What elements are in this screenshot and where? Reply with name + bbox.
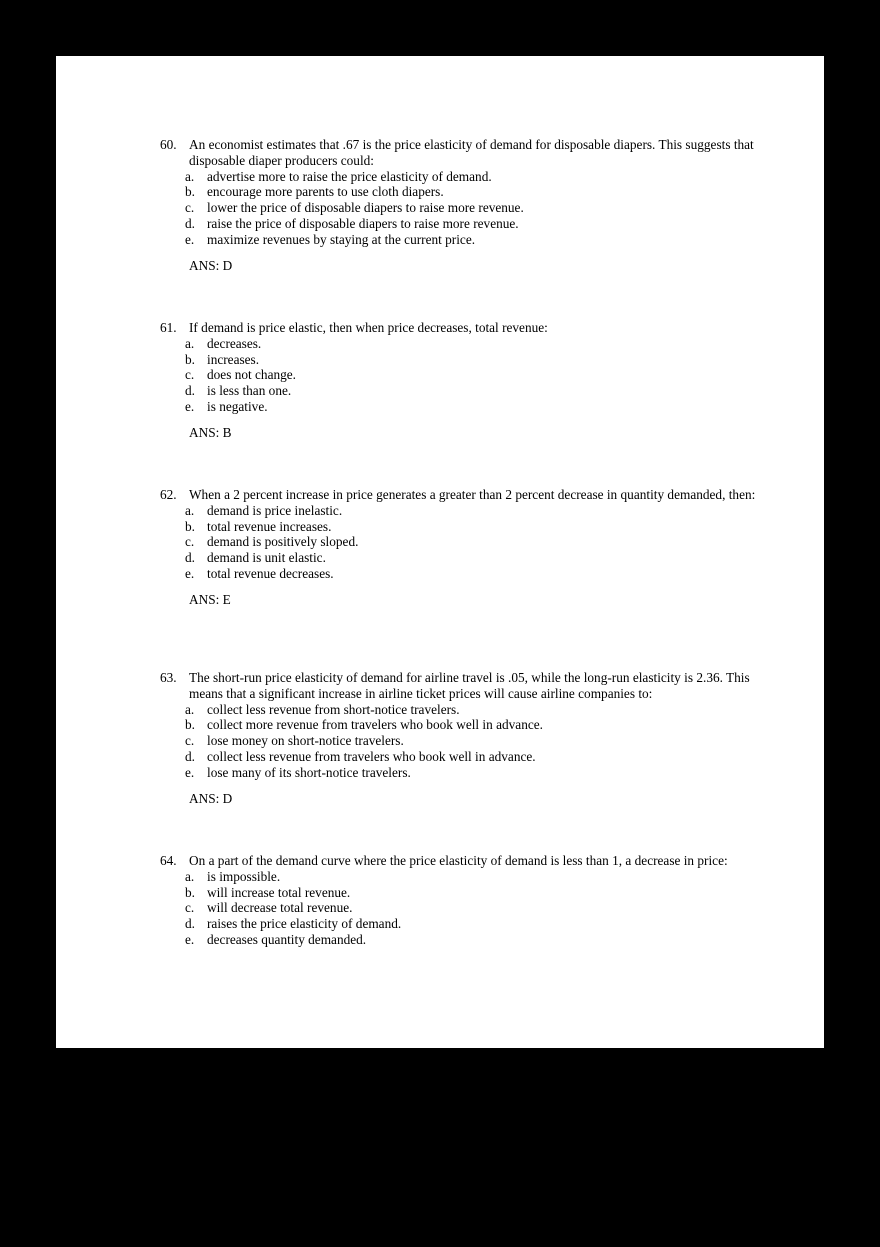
document-page bbox=[56, 56, 824, 1048]
answer-key: ANS: B bbox=[189, 424, 232, 440]
option-letter: d. bbox=[185, 916, 195, 932]
option-text: is negative. bbox=[207, 398, 268, 414]
option-text: collect less revenue from short-notice travelers. bbox=[207, 701, 460, 717]
question-stem bbox=[160, 853, 780, 869]
answer-key: ANS: D bbox=[189, 790, 233, 806]
option-text: will decrease total revenue. bbox=[207, 900, 353, 916]
option-a bbox=[160, 336, 760, 352]
question-stem bbox=[160, 670, 760, 702]
question-text: An economist estimates that .67 is the price elasticity of demand for disposable diapers. This suggests that disposable diaper producers could: bbox=[189, 137, 754, 168]
option-letter: e. bbox=[185, 931, 195, 947]
option-letter: a. bbox=[185, 168, 195, 184]
option-d bbox=[160, 216, 760, 232]
option-letter: e. bbox=[185, 764, 195, 780]
option-c bbox=[160, 367, 760, 383]
question-number: 63. bbox=[160, 670, 177, 685]
question-stem bbox=[160, 320, 760, 336]
option-c bbox=[160, 534, 760, 550]
option-text: decreases quantity demanded. bbox=[207, 931, 367, 947]
option-letter: a. bbox=[185, 701, 195, 717]
question-text: If demand is price elastic, then when price decreases, total revenue: bbox=[189, 320, 548, 335]
option-letter: c. bbox=[185, 367, 195, 383]
option-text: total revenue increases. bbox=[207, 518, 332, 534]
option-d bbox=[160, 916, 780, 932]
option-c bbox=[160, 900, 780, 916]
option-letter: a. bbox=[185, 335, 195, 351]
answer-key: ANS: D bbox=[189, 257, 233, 273]
option-text: lower the price of disposable diapers to raise more revenue. bbox=[207, 200, 524, 216]
option-text: demand is price inelastic. bbox=[207, 502, 343, 518]
option-e bbox=[160, 399, 760, 415]
option-b bbox=[160, 184, 760, 200]
option-a bbox=[160, 503, 760, 519]
option-letter: b. bbox=[185, 717, 195, 733]
option-text: lose money on short-notice travelers. bbox=[207, 733, 404, 749]
option-d bbox=[160, 383, 760, 399]
option-a bbox=[160, 169, 760, 185]
option-letter: e. bbox=[185, 565, 195, 581]
option-text: collect less revenue from travelers who book well in advance. bbox=[207, 748, 536, 764]
option-text: maximize revenues by staying at the current price. bbox=[207, 231, 476, 247]
option-letter: d. bbox=[185, 383, 195, 399]
option-text: does not change. bbox=[207, 367, 296, 383]
option-b bbox=[160, 885, 780, 901]
option-e bbox=[160, 566, 760, 582]
option-text: total revenue decreases. bbox=[207, 565, 334, 581]
option-text: will increase total revenue. bbox=[207, 884, 351, 900]
option-letter: b. bbox=[185, 351, 195, 367]
option-d bbox=[160, 550, 760, 566]
option-letter: b. bbox=[185, 518, 195, 534]
option-e bbox=[160, 765, 760, 781]
option-letter: c. bbox=[185, 900, 195, 916]
option-text: advertise more to raise the price elasticity of demand. bbox=[207, 168, 492, 184]
option-d bbox=[160, 749, 760, 765]
option-letter: a. bbox=[185, 502, 195, 518]
option-text: raises the price elasticity of demand. bbox=[207, 916, 402, 932]
question-number: 62. bbox=[160, 487, 177, 502]
option-letter: c. bbox=[185, 200, 195, 216]
question-text: The short-run price elasticity of demand for airline travel is .05, while the long-run elasticity is 2.36. This means that a significant increase in airline ticket prices will cause airline companies to: bbox=[189, 670, 750, 701]
option-letter: c. bbox=[185, 534, 195, 550]
option-text: decreases. bbox=[207, 335, 262, 351]
option-text: is impossible. bbox=[207, 868, 281, 884]
question-60 bbox=[160, 137, 760, 273]
question-text: On a part of the demand curve where the price elasticity of demand is less than 1, a decrease in price: bbox=[189, 853, 728, 868]
option-letter: d. bbox=[185, 215, 195, 231]
option-e bbox=[160, 932, 780, 948]
option-e bbox=[160, 232, 760, 248]
option-letter: e. bbox=[185, 231, 195, 247]
question-stem bbox=[160, 137, 760, 169]
option-a bbox=[160, 869, 780, 885]
question-text: When a 2 percent increase in price generates a greater than 2 percent decrease in quantity demanded, then: bbox=[189, 487, 756, 502]
option-letter: d. bbox=[185, 748, 195, 764]
option-text: raise the price of disposable diapers to raise more revenue. bbox=[207, 215, 519, 231]
question-number: 64. bbox=[160, 853, 177, 868]
option-letter: b. bbox=[185, 884, 195, 900]
option-text: lose many of its short-notice travelers. bbox=[207, 764, 411, 780]
option-c bbox=[160, 200, 760, 216]
option-text: demand is unit elastic. bbox=[207, 550, 326, 566]
question-number: 60. bbox=[160, 137, 177, 152]
option-letter: a. bbox=[185, 868, 195, 884]
option-letter: c. bbox=[185, 733, 195, 749]
option-text: is less than one. bbox=[207, 383, 292, 399]
option-letter: d. bbox=[185, 550, 195, 566]
option-text: demand is positively sloped. bbox=[207, 534, 359, 550]
question-64 bbox=[160, 853, 780, 948]
option-text: increases. bbox=[207, 351, 260, 367]
option-text: encourage more parents to use cloth diapers. bbox=[207, 184, 444, 200]
question-62 bbox=[160, 487, 760, 608]
question-63 bbox=[160, 670, 760, 806]
option-a bbox=[160, 702, 760, 718]
option-b bbox=[160, 717, 760, 733]
question-61 bbox=[160, 320, 760, 441]
option-text: collect more revenue from travelers who book well in advance. bbox=[207, 717, 543, 733]
question-stem bbox=[160, 487, 760, 503]
question-number: 61. bbox=[160, 320, 177, 335]
option-b bbox=[160, 352, 760, 368]
option-b bbox=[160, 519, 760, 535]
option-letter: e. bbox=[185, 398, 195, 414]
option-c bbox=[160, 733, 760, 749]
option-letter: b. bbox=[185, 184, 195, 200]
answer-key: ANS: E bbox=[189, 591, 231, 607]
